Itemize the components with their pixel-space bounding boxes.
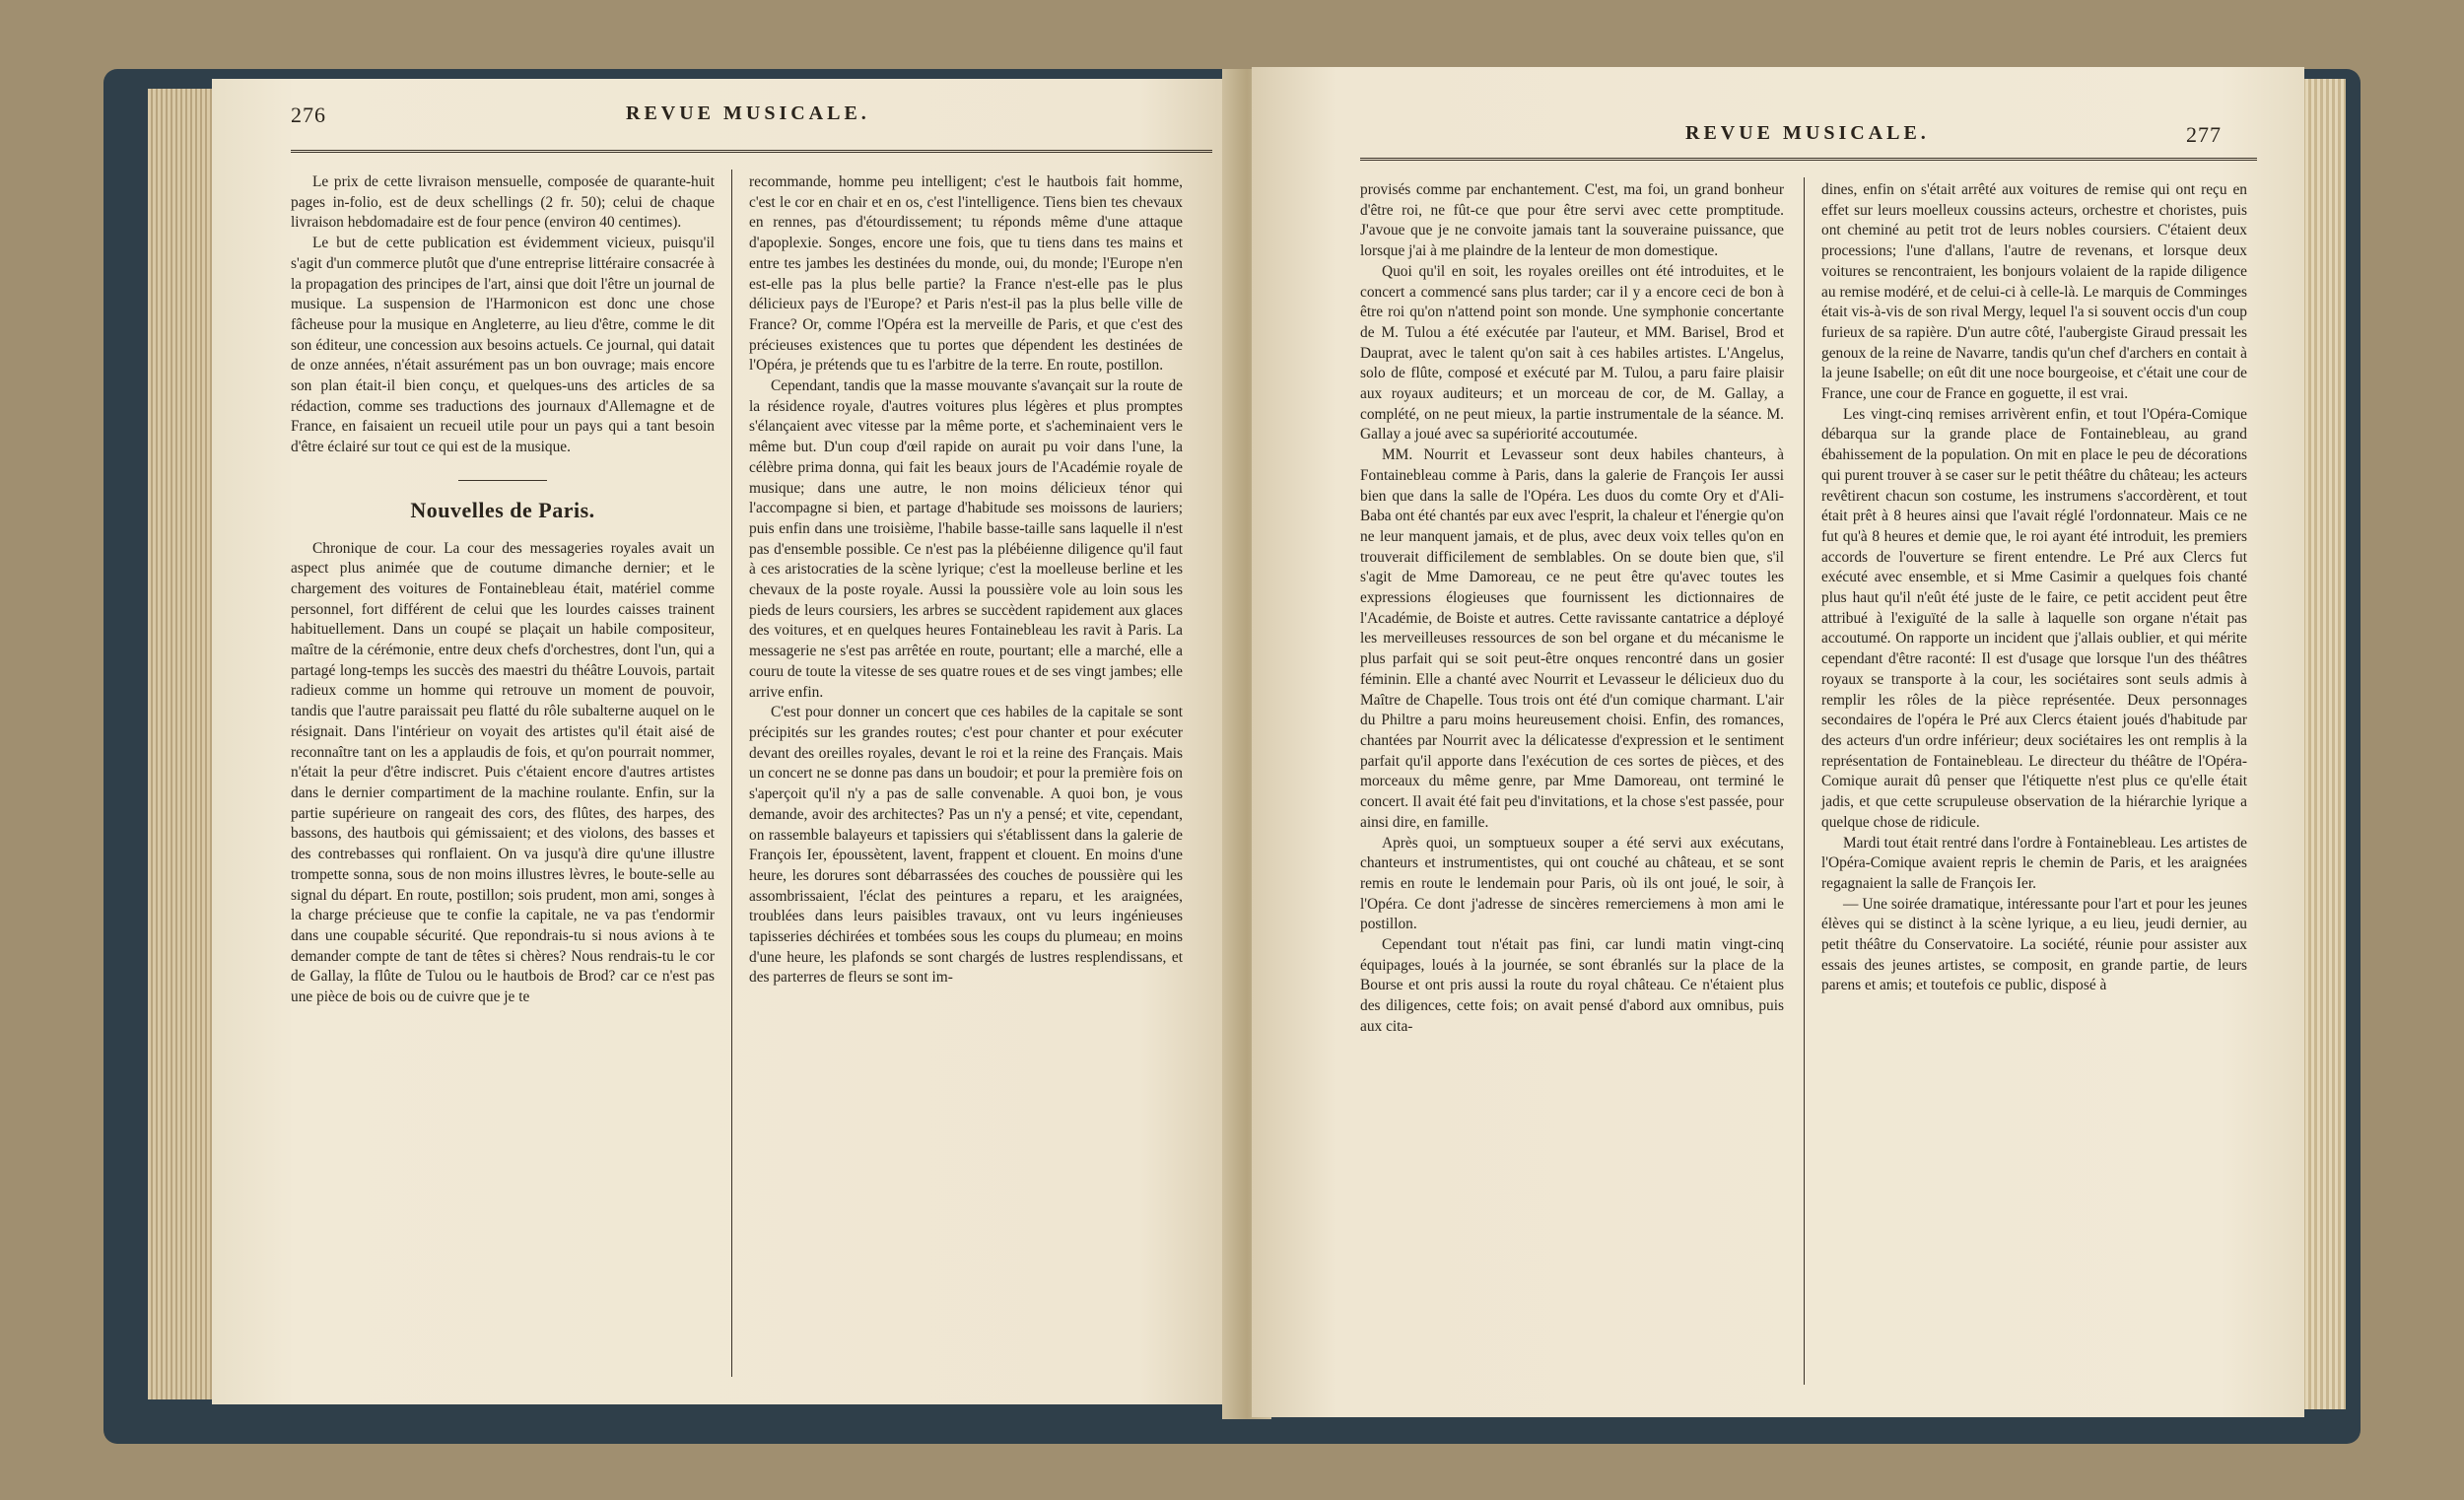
paragraph: MM. Nourrit et Levasseur sont deux habiles chanteurs, à Fontainebleau comme à Paris, dans la galerie de François Ier aussi bien que dans la salle de l'Opéra. Les duos du comte Ory et d'Ali-Baba ont été chantés par eux avec l'esprit, la chaleur et l'énergie qu'on ne leur manquent jamais, et de plus, avec deux voix telles qu'on en trouverait difficilement de semblables. On se doute bien que, s'il s'agit de Mme Damoreau, ce ne peut être qu'avec toutes les expressions élogieuses que fournissent les dictionnaires de l'Académie, de Boiste et autres. Cette ravissante cantatrice a déployé les merveilleuses ressources de son bel organe et du mécanisme le plus parfait qui se soit peut-être onques rencontré dans un gosier féminin. Elle a chanté avec Nourrit et Levasseur le délicieux duo du Maître de Chapelle. Tous trois ont été d'un comique charmant. L'air du Philtre a paru moins heureusement choisi. Enfin, des romances, chantées par Nourrit avec la délicatesse d'expression et le sentiment parfait qu'il apporte dans l'exécution de ces sortes de pièces, et des morceaux du même genre, par Mme Damoreau, ont terminé le concert. Il avait été fait peu d'invitations, et la chose s'est passée, pour ainsi dire, en famille. — [1360, 446, 1784, 831]
left-column-1 — [291, 172, 715, 1008]
column-divider — [1804, 177, 1805, 1385]
running-head: REVUE MUSICALE. — [1685, 122, 1930, 144]
section-title: Nouvelles de Paris. — [410, 497, 595, 522]
page-edges-left — [148, 89, 217, 1399]
paragraph: dines, enfin on s'était arrêté aux voitures de remise qui ont reçu en effet sur leurs moelleux coussins acteurs, orchestre et choristes, puis ont cheminé au petit trot de leurs nobles coursiers. C'étaient deux processions; l'une d'allans, l'autre de revenans, et lorsque deux voitures se rencontraient, les bonjours volaient de la rapide diligence au remise modéré, et de celui-ci à celle-là. Le marquis de Comminges était vis-à-vis de son rival Mergy, lequel l'a si souvent occis d'un coup furieux de sa rapière. D'un autre côté, l'aubergiste Giraud pressait les genoux de la reine de Navarre, tandis qu'un chef d'archers en contait à la jeune Isabelle; on eût dit une noce bourgeoise, et c'était une cour de France, une cour de France en goguette, il est vrai. — [1821, 181, 2247, 403]
paragraph: Le but de cette publication est évidemment vicieux, puisqu'il s'agit d'un commerce plutôt que d'une entreprise littéraire consacrée à la propagation des principes de l'art, ainsi que doit l'être un journal de musique. La suspension de l'Harmonicon est donc une chose fâcheuse pour la musique en Angleterre, au lieu d'être, comme le dit son éditeur, une concession aux besoins actuels. Ce journal, qui datait de onze années, n'était assurément pas un bon ouvrage; mais encore son plan était-il bien conçu, et quelques-uns des articles de sa rédaction, comme ses traductions des journaux d'Allemagne et de France, en faisaient un recueil utile pour un pays qui a tant besoin d'être éclairé sur tout ce qui est de la musique. — [291, 235, 715, 456]
right-column-2 — [1821, 180, 2247, 996]
paragraph: Mardi tout était rentré dans l'ordre à Fontainebleau. Les artistes de l'Opéra-Comique avaient repris le chemin de Paris, et les araignées regagnaient la salle de François Ier. — [1821, 834, 2247, 892]
paragraph: C'est pour donner un concert que ces habiles de la capitale se sont précipités sur les grandes routes; c'est pour chanter et pour exécuter devant des oreilles royales, devant le roi et la reine des Français. Mais un concert ne se donne pas dans un boudoir; et pour la première fois on s'aperçoit qu'il n'y a pas de salle convenable. A quoi bon, je vous demande, avoir des architectes? Pas un n'y a pensé; et vite, cependant, on rassemble balayeurs et tapissiers qui s'établissent dans la galerie de François Ier, époussètent, lavent, frappent et clouent. En moins d'une heure, les dorures sont débarrassées des couches de poussière qui les assombrissaient, l'éclat des peintures a reparu, et les araignées, troublées dans leurs paisibles travaux, ont vu leurs ingénieuses tapisseries déchirées et tombées sous les coups du plumeau; en moins d'une heure, les plafonds se sont chargés de lustres resplendissans, et des parterres de fleurs se sont im- — [749, 704, 1183, 987]
paragraph: — Une soirée dramatique, intéressante pour l'art et pour les jeunes élèves qui se distinct à la scène lyrique, a eu lieu, jeudi dernier, au petit théâtre du Conservatoire. La société, réunie pour assister aux essais des jeunes artistes, se composit, en grande partie, de leurs parens et amis; et toutefois ce public, disposé à — [1821, 895, 2247, 994]
paragraph: Cependant tout n'était pas fini, car lundi matin vingt-cinq équipages, loués à la journée, se sont ébranlés sur la place de la Bourse et ont pris aussi la route du royal château. Ce n'étaient plus des diligences, cette fois; on avait pensé d'abord aux omnibus, puis aux cita- — [1360, 936, 1784, 1035]
paragraph: Quoi qu'il en soit, les royales oreilles ont été introduites, et le concert a commencé sans plus tarder; car il y a encore ceci de bon à être roi qu'on n'attend point son monde. Une symphonie concertante de M. Tulou a été exécutée par l'auteur, et MM. Barisel, Brod et Dauprat, avec le talent qu'on sait à ces habiles artistes. L'Angelus, solo de flûte, composé et exécuté par M. Tulou, a paru faire plaisir aux royaux auditeurs; et un morceau de cor, de M. Gallay, a complété, on ne peut mieux, la partie instrumentale de la séance. M. Gallay a joué avec sa supériorité accoutumée. — [1360, 262, 1784, 443]
paragraph: Cependant, tandis que la masse mouvante s'avançait sur la route de la résidence royale, d'autres voitures plus légères et plus promptes s'élançaient avec vitesse par la même porte, et s'acheminaient vers le même but. D'un coup d'œil rapide on aurait pu voir dans l'une, la célèbre prima donna, qui fait les beaux jours de l'Académie royale de musique; dans une autre, le non moins délicieux ténor qui l'accompagne si bien, et partage d'habitude ses moissons de lauriers; puis enfin dans une troisième, l'habile basse-taille sans laquelle il n'est pas d'ensemble possible. Ce n'est pas la plébéienne diligence qu'il faut à ces aristocraties de la scène lyrique; c'est la moelleuse berline et les chevaux de la poste royale. Aussi la poussière vole au loin sous les pieds de leurs coursiers, les arbres se succèdent rapidement aux glaces des voitures, et en quelques heures Fontainebleau les ravit à Paris. La messagerie ne s'est pas arrêtée en route, pourtant; elle a marché, elle a couru de toute la vitesse de ses quatre roues et de ses vingt jambes; elle arrive enfin. — [749, 377, 1183, 701]
running-head: REVUE MUSICALE. — [626, 102, 870, 124]
paragraph: provisés comme par enchantement. C'est, ma foi, un grand bonheur d'être roi, ne fût-ce que pour être servi avec cette promptitude. J'avoue que je ne convoite jamais tant la souveraine puissance, que lorsque j'ai à me plaindre de la lenteur de mon domestique. — [1360, 181, 1784, 260]
right-page — [1252, 67, 2304, 1417]
page-number: 277 — [2186, 122, 2222, 147]
column-divider — [731, 170, 732, 1377]
right-column-1 — [1360, 180, 1784, 1038]
paragraph: recommande, homme peu intelligent; c'est le hautbois fait homme, c'est le cor en chair et en os, c'est l'intelligence. Tiens bien tes chevaux en rennes, pas d'étourdissement; tu réponds même d'une attaque d'apoplexie. Songes, encore une fois, que tu tiens dans tes mains et entre tes jambes les destinées du monde, oui, du monde; l'Europe n'en est-elle pas la plus belle partie? la France n'est-elle pas le plus délicieux pays de l'Europe? et Paris n'est-il pas la plus belle ville de France? Or, comme l'Opéra est la merveille de Paris, et que c'est des précieuses existences que tu portes que dépendent les destinées de l'Opéra, je prétends que tu es l'arbitre de la terre. En route, postillon. — [749, 173, 1183, 375]
header-rule — [291, 150, 1212, 153]
left-page — [212, 79, 1242, 1404]
header-rule — [1360, 158, 2257, 161]
paragraph: Le prix de cette livraison mensuelle, composée de quarante-huit pages in-folio, est de deux schellings (2 fr. 50); celui de chaque livraison hebdomadaire est de four pence (environ 40 centimes). — [291, 173, 715, 232]
left-column-2 — [749, 172, 1183, 989]
section-separator — [458, 480, 547, 481]
paragraph: Les vingt-cinq remises arrivèrent enfin, et tout l'Opéra-Comique débarqua sur la grande place de Fontainebleau, au grand ébahissement de la population. On mit en place le peu de décorations qui purent trouver à se caser sur le petit théâtre du château; les acteurs revêtirent chacun son costume, les instrumens s'accordèrent, et tout était prêt à 8 heures ainsi que l'avait réglé l'ordonnateur. Mais ce ne fut qu'à 8 heures et demie que, le roi ayant été introduit, les premiers accords de l'ouverture se firent entendre. Le Pré aux Clercs fut exécuté avec ensemble, et si Mme Casimir a quelques fois chanté plus haut qu'il n'eût été juste de le faire, ce petit accident peut être attribué à l'exiguïté de la salle à laquelle son organe n'était pas accoutumé. On rapporte un incident que j'allais oublier, et qui mérite cependant d'être raconté: Il est d'usage que lorsque l'un des théâtres royaux se transporte à la cour, les sociétaires sont seuls admis à remplir les rôles de la pièce représentée. Deux personnages secondaires de l'opéra le Pré aux Clercs étaient joués d'habitude par des acteurs d'un ordre inférieur; deux sociétaires les ont remplis à la représentation de Fontainebleau. Le directeur du théâtre de l'Opéra-Comique aurait dû penser que l'étiquette n'est plus ce qu'elle était jadis, et que cette scrupuleuse observation de la hiérarchie lyrique a quelque chose de ridicule. — [1821, 405, 2247, 831]
paragraph: Après quoi, un somptueux souper a été servi aux exécutans, chanteurs et instrumentistes, qui ont couché au château, et se sont remis en route le lendemain pour Paris, où ils ont joué, le soir, à l'Opéra. Ce dont j'adresse de sincères remerciemens à mon ami le postillon. — [1360, 834, 1784, 933]
paragraph: Chronique de cour. La cour des messageries royales avait un aspect plus animée que de coutume dimanche dernier; et le chargement des voitures de Fontainebleau était, matériel comme personnel, fort différent de celui que les lourdes caisses trainent habituellement. Dans un coupé se plaçait un habile compositeur, maître de la cérémonie, entre deux chefs d'orchestres, dont l'un, qui a partagé long-temps les succès des maestri du théâtre Louvois, partait radieux comme un homme qui retrouve un moment de pouvoir, tandis que l'autre paraissait peu flatté du rôle subalterne auquel on le résignait. Dans l'intérieur on voyait des artistes qu'il était aisé de reconnaître tant on les a applaudis de fois, et qu'on pourrait nommer, n'était la peur d'être indiscret. Puis c'étaient encore d'autres artistes dans le dernier compartiment de la machine roulante. Enfin, sur la partie supérieure on rangeait des cors, des flûtes, des harpes, des bassons, des hautbois qui gémissaient; et des violons, des basses et des contrebasses qui ronflaient. On va jusqu'à dire qu'une illustre trompette sonna, sous de non moins illustres lèvres, le boute-selle au signal du départ. En route, postillon; sois prudent, mon ami, songes à la charge précieuse que te confie la capitale, ne va pas t'endormir dans une coupable sécurité. Que repondrais-tu si nous avions à te demander compte de tant de têtes si chères? Nous rendrais-tu le cor de Gallay, la flûte de Tulou ou le hautbois de Brod? car ce n'est pas une pièce de bois ou de cuivre que je te — [291, 539, 715, 1006]
page-number: 276 — [291, 102, 326, 127]
